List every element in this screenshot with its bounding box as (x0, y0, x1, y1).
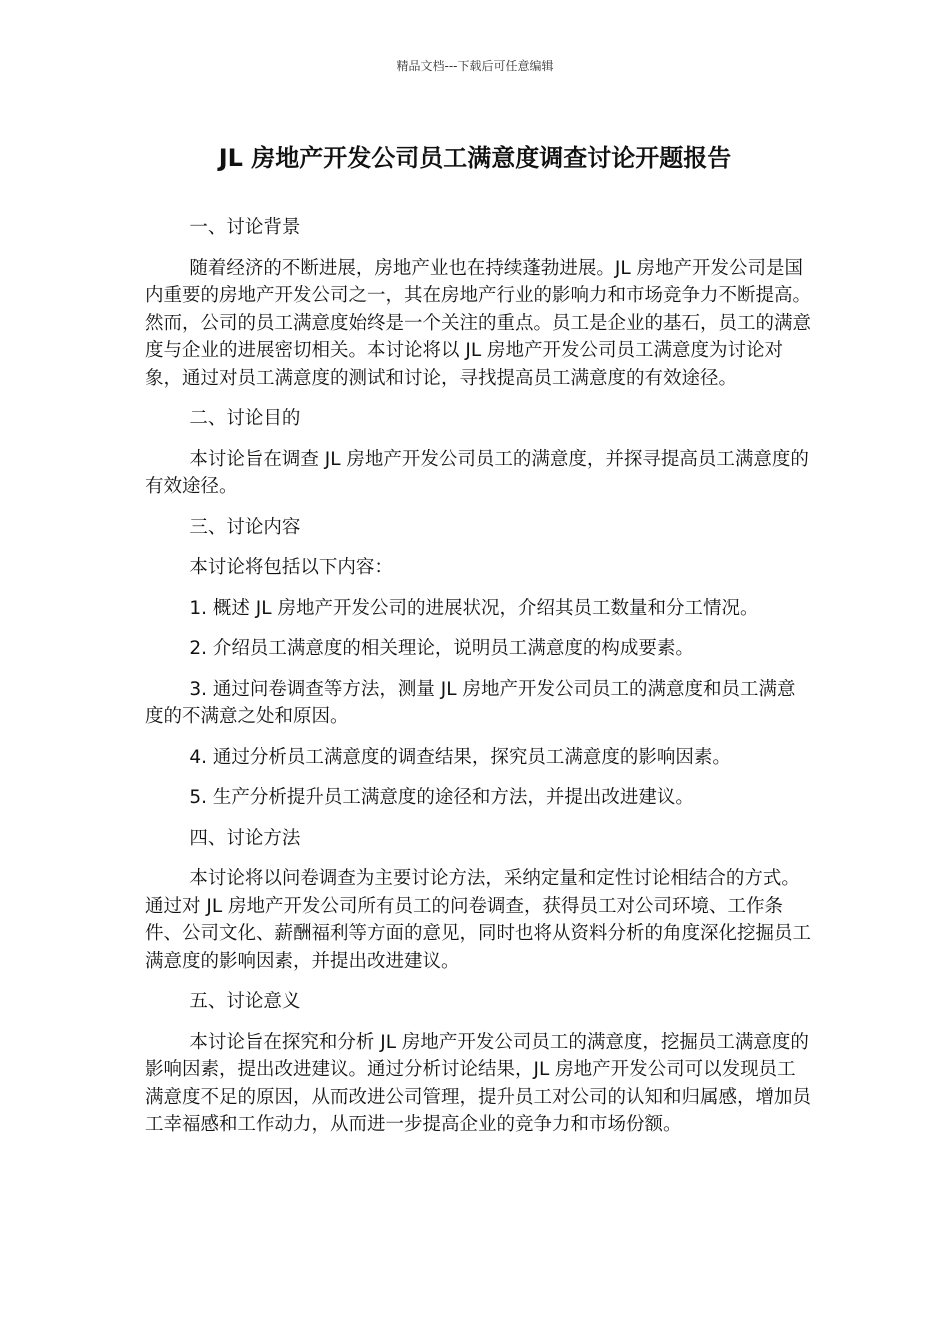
section-heading-content: 三、讨论内容 (189, 516, 301, 538)
section-intro-content: 本讨论将包括以下内容： (189, 557, 393, 578)
section-text-significance: 本讨论旨在探究和分析 JL 房地产开发公司员工的满意度，挖掘员工满意度的影响因素，提出改进建议。通过分析讨论结果，JL 房地产开发公司可以发现员工满意度不足的原因，从而改进公司管理，提升员工对公司的认知和归属感，增加员工幸福感和工作动力，从而进一步提高企业的竞争力和市场份额。 (145, 1031, 812, 1135)
section-text-method: 本讨论将以问卷调查为主要讨论方法，采纳定量和定性讨论相结合的方式。通过对 JL 房地产开发公司所有员工的问卷调查，获得员工对公司环境、工作条件、公司文化、薪酬福利等方面的意见，同时也将从资料分析的角度深化挖掘员工满意度的影响因素，并提出改进建议。 (145, 868, 812, 972)
section-heading-background: 一、讨论背景 (189, 217, 301, 238)
section-heading-method: 四、讨论方法 (189, 827, 301, 849)
section-text-purpose: 本讨论旨在调查 JL 房地产开发公司员工的满意度，并探寻提高员工满意度的有效途径。 (145, 448, 809, 497)
document-title: JL 房地产开发公司员工满意度调查讨论开题报告 (218, 144, 732, 172)
header-note: 精品文档---下载后可任意编辑 (396, 59, 554, 73)
section-text-background: 随着经济的不断进展，房地产业也在持续蓬勃进展。JL 房地产开发公司是国内重要的房地产开发公司之一，其在房地产行业的影响力和市场竞争力不断提高。然而，公司的员工满意度始终是一个关注的重点。员工是企业的基石，员工的满意度与企业的进展密切相关。本讨论将以 JL 房地产开发公司员工满意度为讨论对象，通过对员工满意度的测试和讨论，寻找提高员工满意度的有效途径。 (145, 257, 812, 389)
content-list-item: 1. 概述 JL 房地产开发公司的进展状况，介绍其员工数量和分工情况。 (189, 597, 759, 619)
content-list-item: 5. 生产分析提升员工满意度的途径和方法，并提出改进建议。 (189, 787, 694, 808)
section-heading-significance: 五、讨论意义 (189, 991, 301, 1012)
section-heading-purpose: 二、讨论目的 (189, 408, 301, 429)
content-list-item: 4. 通过分析员工满意度的调查结果，探究员工满意度的影响因素。 (189, 746, 731, 768)
content-list-item: 2. 介绍员工满意度的相关理论，说明员工满意度的构成要素。 (189, 638, 694, 659)
content-list-item: 3. 通过问卷调查等方法，测量 JL 房地产开发公司员工的满意度和员工满意度的不满意之处和原因。 (145, 678, 796, 727)
document-body (145, 214, 813, 1152)
